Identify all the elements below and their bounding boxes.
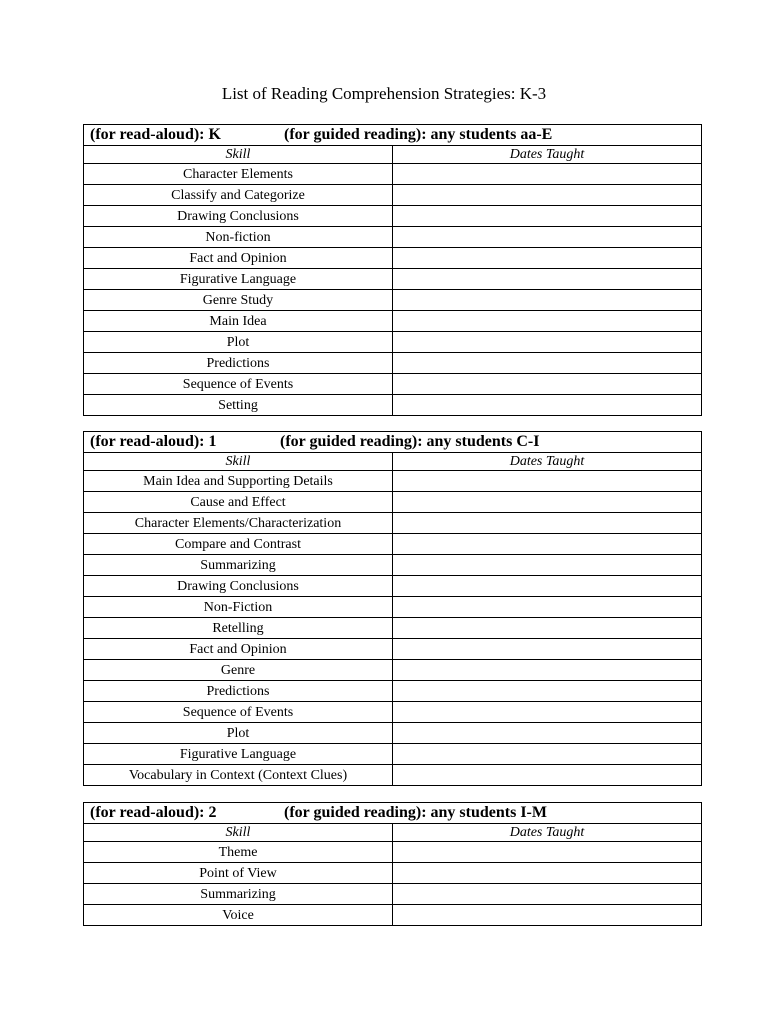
dates-taught-cell[interactable]	[393, 374, 702, 395]
skill-name-cell: Plot	[84, 332, 393, 353]
skill-name-cell: Figurative Language	[84, 269, 393, 290]
read-aloud-label: (for read-aloud): 2	[90, 804, 217, 821]
dates-taught-cell[interactable]	[393, 248, 702, 269]
skill-name-cell: Vocabulary in Context (Context Clues)	[84, 765, 393, 786]
skill-row	[84, 185, 702, 206]
skill-name-cell: Character Elements	[84, 164, 393, 185]
skill-row	[84, 555, 702, 576]
skill-row	[84, 332, 702, 353]
skill-row	[84, 227, 702, 248]
dates-taught-cell[interactable]	[393, 702, 702, 723]
strategy-table-grade-1	[83, 431, 702, 786]
skill-row	[84, 639, 702, 660]
skill-row	[84, 863, 702, 884]
skill-row	[84, 248, 702, 269]
skill-row	[84, 206, 702, 227]
dates-taught-cell[interactable]	[393, 597, 702, 618]
skill-name-cell: Main Idea	[84, 311, 393, 332]
skill-column-header: Skill	[84, 824, 393, 842]
dates-taught-cell[interactable]	[393, 576, 702, 597]
skill-name-cell: Setting	[84, 395, 393, 416]
section-header-cell	[84, 125, 702, 146]
skill-row	[84, 681, 702, 702]
dates-taught-cell[interactable]	[393, 353, 702, 374]
skill-name-cell: Theme	[84, 842, 393, 863]
skill-name-cell: Cause and Effect	[84, 492, 393, 513]
skill-row	[84, 534, 702, 555]
skill-name-cell: Non-Fiction	[84, 597, 393, 618]
dates-taught-cell[interactable]	[393, 206, 702, 227]
skill-row	[84, 618, 702, 639]
dates-taught-cell[interactable]	[393, 555, 702, 576]
dates-taught-cell[interactable]	[393, 513, 702, 534]
skill-name-cell: Plot	[84, 723, 393, 744]
skill-row	[84, 744, 702, 765]
read-aloud-label: (for read-aloud): K	[90, 126, 221, 143]
skill-name-cell: Drawing Conclusions	[84, 206, 393, 227]
skill-row	[84, 660, 702, 681]
section-header-row	[84, 432, 702, 453]
dates-taught-cell[interactable]	[393, 681, 702, 702]
skill-name-cell: Summarizing	[84, 555, 393, 576]
skill-row	[84, 702, 702, 723]
skill-row	[84, 576, 702, 597]
skill-name-cell: Voice	[84, 905, 393, 926]
dates-taught-cell[interactable]	[393, 227, 702, 248]
dates-taught-cell[interactable]	[393, 618, 702, 639]
dates-taught-cell[interactable]	[393, 744, 702, 765]
skill-column-header: Skill	[84, 146, 393, 164]
dates-taught-cell[interactable]	[393, 269, 702, 290]
skill-name-cell: Genre Study	[84, 290, 393, 311]
dates-taught-cell[interactable]	[393, 290, 702, 311]
dates-taught-cell[interactable]	[393, 723, 702, 744]
dates-taught-cell[interactable]	[393, 660, 702, 681]
guided-reading-label: (for guided reading): any students aa-E	[284, 126, 553, 143]
dates-taught-cell[interactable]	[393, 471, 702, 492]
skill-row	[84, 513, 702, 534]
skill-row	[84, 311, 702, 332]
skill-name-cell: Fact and Opinion	[84, 639, 393, 660]
guided-reading-label: (for guided reading): any students I-M	[284, 804, 547, 821]
skill-name-cell: Point of View	[84, 863, 393, 884]
section-header-cell	[84, 432, 702, 453]
dates-taught-cell[interactable]	[393, 765, 702, 786]
skill-column-header: Skill	[84, 453, 393, 471]
skill-row	[84, 353, 702, 374]
skill-row	[84, 905, 702, 926]
section-header-cell	[84, 803, 702, 824]
skill-row	[84, 597, 702, 618]
column-header-row	[84, 824, 702, 842]
skill-name-cell: Genre	[84, 660, 393, 681]
skill-row	[84, 765, 702, 786]
skill-name-cell: Figurative Language	[84, 744, 393, 765]
dates-taught-column-header: Dates Taught	[393, 453, 702, 471]
dates-taught-cell[interactable]	[393, 863, 702, 884]
dates-taught-cell[interactable]	[393, 185, 702, 206]
skill-row	[84, 374, 702, 395]
dates-taught-cell[interactable]	[393, 534, 702, 555]
skill-name-cell: Predictions	[84, 353, 393, 374]
dates-taught-cell[interactable]	[393, 332, 702, 353]
skill-row	[84, 723, 702, 744]
skill-row	[84, 290, 702, 311]
skill-name-cell: Predictions	[84, 681, 393, 702]
section-header-row	[84, 803, 702, 824]
page-title: List of Reading Comprehension Strategies: K-3	[221, 84, 547, 103]
dates-taught-column-header: Dates Taught	[393, 146, 702, 164]
skill-name-cell: Sequence of Events	[84, 374, 393, 395]
strategy-table-k	[83, 124, 702, 416]
skill-name-cell: Non-fiction	[84, 227, 393, 248]
skill-row	[84, 395, 702, 416]
column-header-row	[84, 146, 702, 164]
skill-name-cell: Drawing Conclusions	[84, 576, 393, 597]
skill-row	[84, 269, 702, 290]
strategy-table-grade-2	[83, 802, 702, 926]
dates-taught-cell[interactable]	[393, 639, 702, 660]
column-header-row	[84, 453, 702, 471]
dates-taught-cell[interactable]	[393, 164, 702, 185]
dates-taught-cell[interactable]	[393, 311, 702, 332]
dates-taught-cell[interactable]	[393, 842, 702, 863]
section-header-row	[84, 125, 702, 146]
skill-name-cell: Retelling	[84, 618, 393, 639]
skill-name-cell: Main Idea and Supporting Details	[84, 471, 393, 492]
dates-taught-cell[interactable]	[393, 492, 702, 513]
dates-taught-column-header: Dates Taught	[393, 824, 702, 842]
skill-name-cell: Compare and Contrast	[84, 534, 393, 555]
guided-reading-label: (for guided reading): any students C-I	[280, 433, 540, 450]
skill-name-cell: Sequence of Events	[84, 702, 393, 723]
skill-row	[84, 492, 702, 513]
skill-row	[84, 471, 702, 492]
read-aloud-label: (for read-aloud): 1	[90, 433, 217, 450]
skill-row	[84, 164, 702, 185]
skill-name-cell: Classify and Categorize	[84, 185, 393, 206]
skill-name-cell: Character Elements/Characterization	[84, 513, 393, 534]
skill-row	[84, 842, 702, 863]
skill-name-cell: Summarizing	[84, 884, 393, 905]
skill-name-cell: Fact and Opinion	[84, 248, 393, 269]
dates-taught-cell[interactable]	[393, 884, 702, 905]
dates-taught-cell[interactable]	[393, 905, 702, 926]
dates-taught-cell[interactable]	[393, 395, 702, 416]
skill-row	[84, 884, 702, 905]
